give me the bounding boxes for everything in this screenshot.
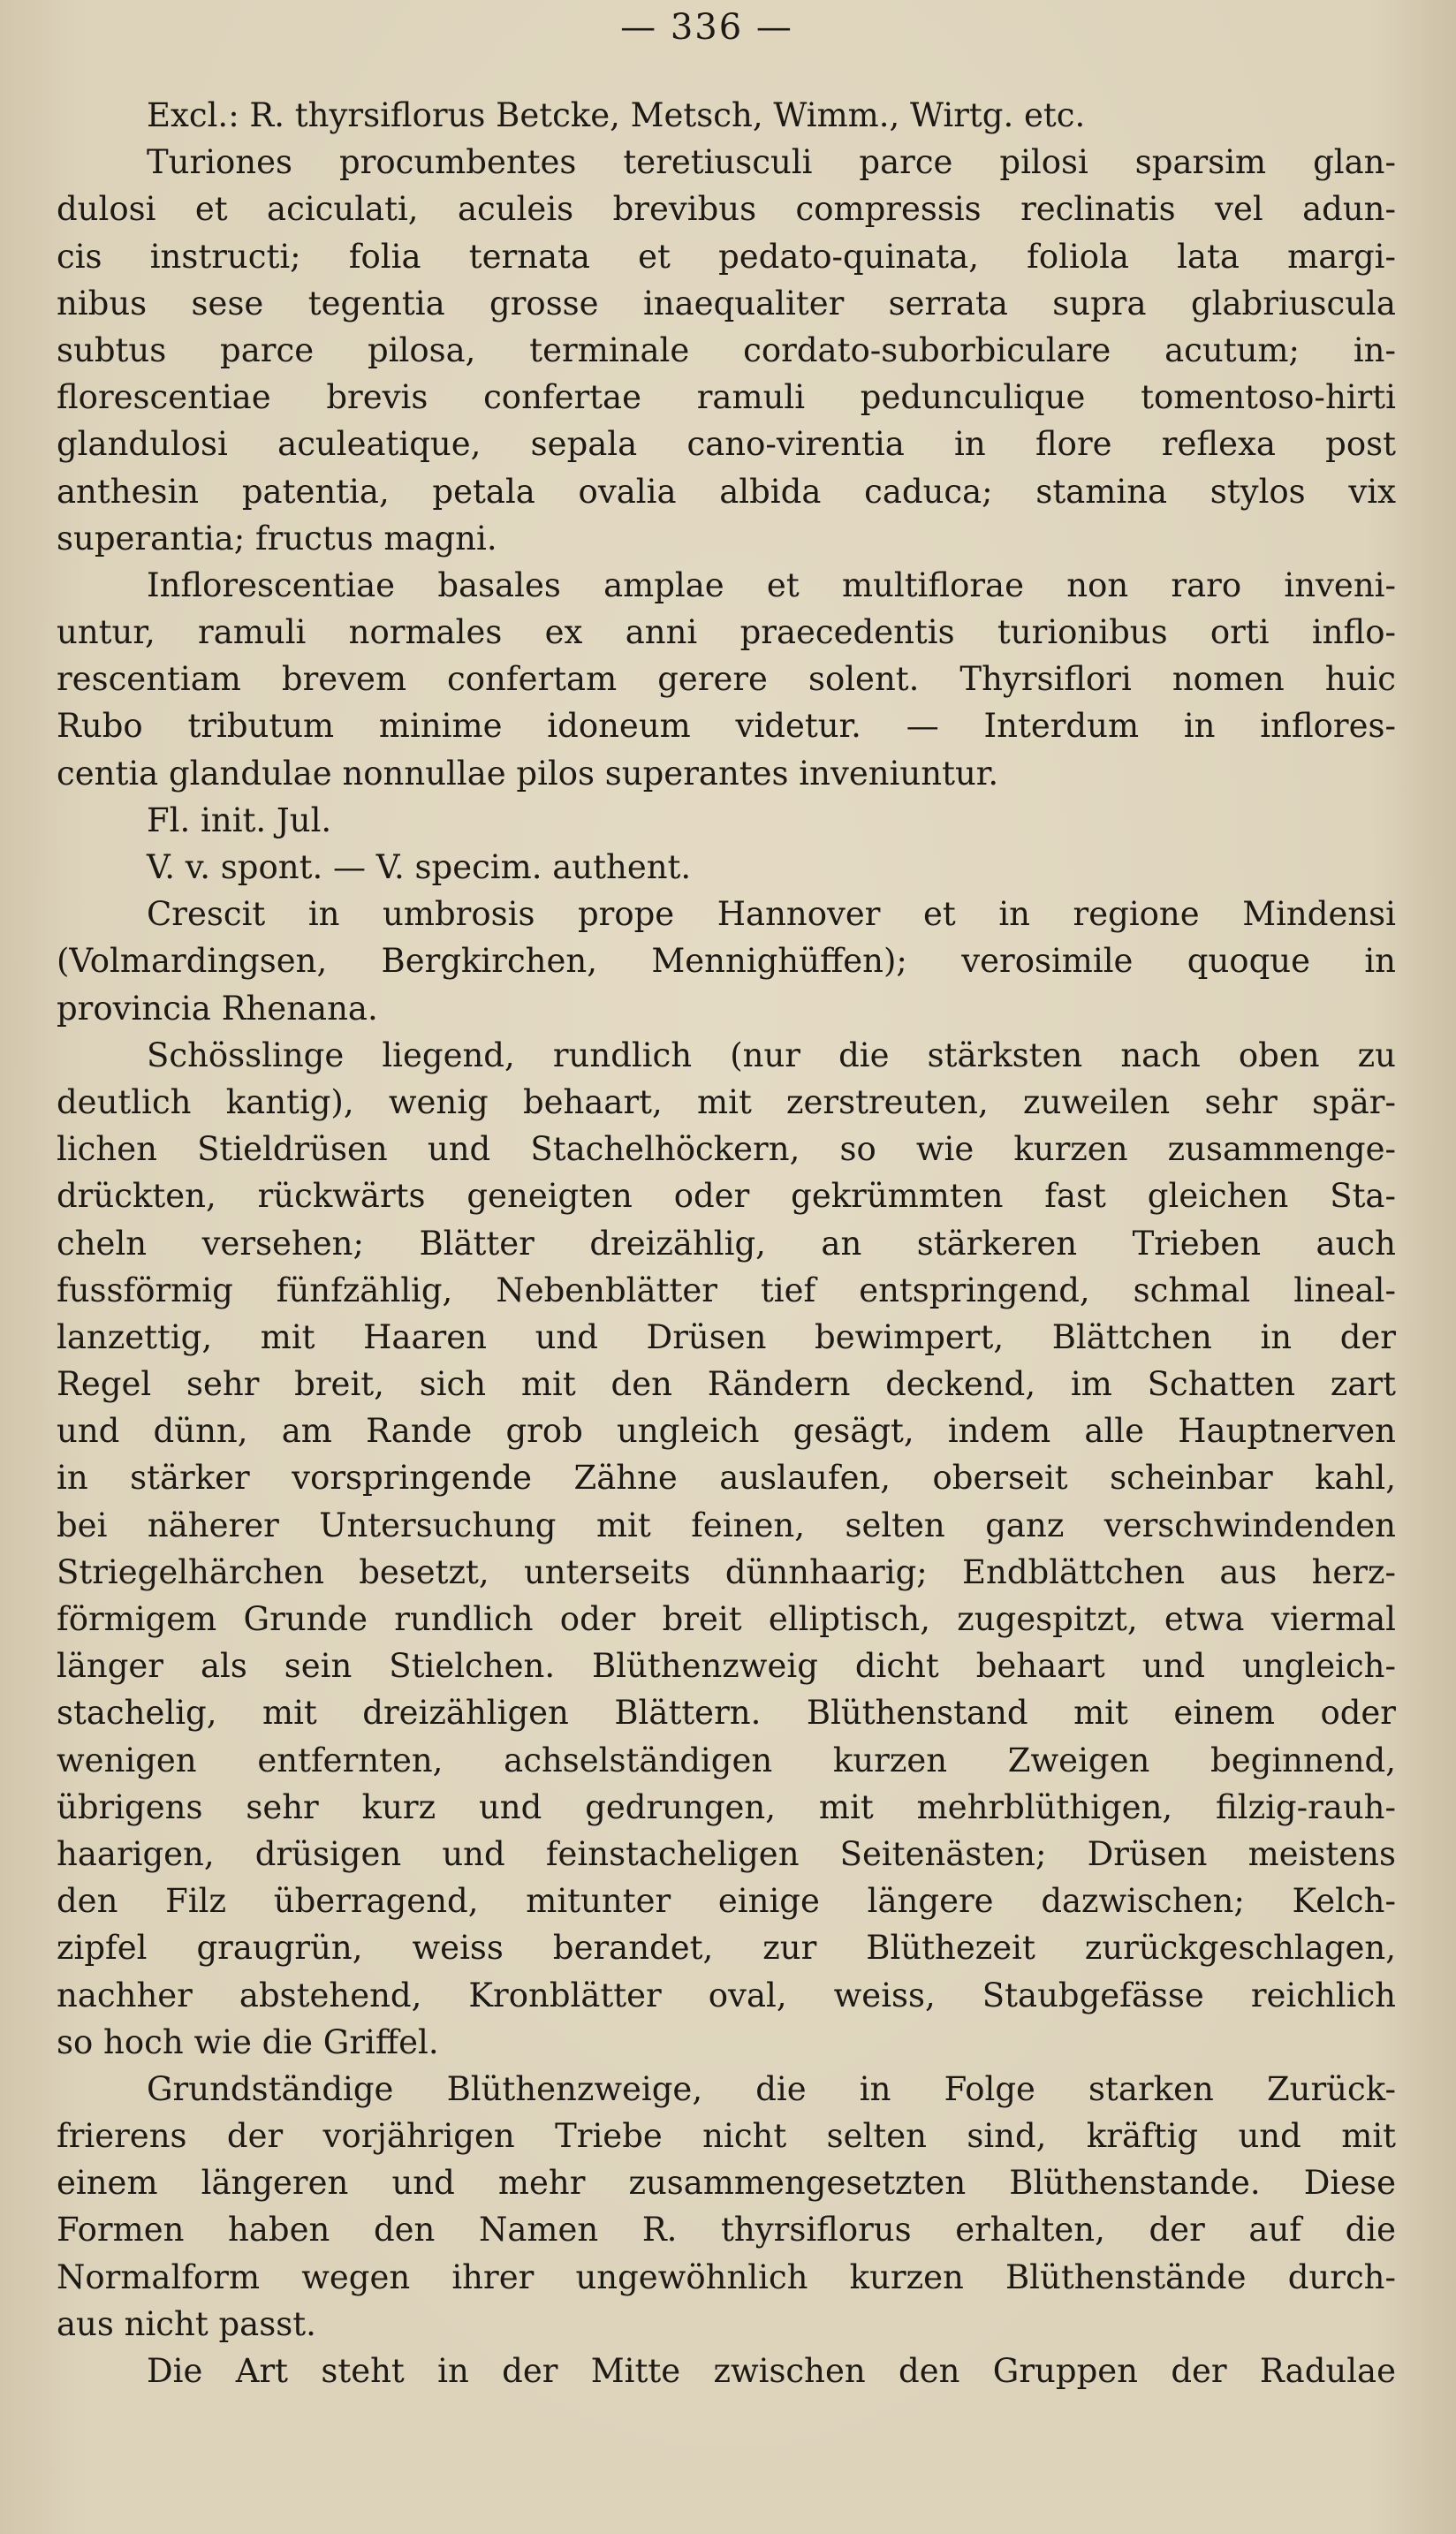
paragraph xyxy=(57,562,1396,797)
text-line: den Filz überragend, mitunter einige längere dazwischen; Kelch- xyxy=(57,1882,1396,1921)
text-line: haarigen, drüsigen und feinstacheligen Seitenästen; Drüsen meistens xyxy=(57,1834,1396,1873)
text-line: wenigen entfernten, achselständigen kurzen Zweigen beginnend, xyxy=(57,1741,1396,1779)
text-line: zipfel graugrün, weiss berandet, zur Blüthezeit zurückgeschlagen, xyxy=(57,1929,1396,1968)
text-line: nachher abstehend, Kronblätter oval, weiss, Staubgefässe reichlich xyxy=(57,1976,1396,2014)
text-line: untur, ramuli normales ex anni praecedentis turionibus orti inflo- xyxy=(57,613,1396,652)
text-line: anthesin patentia, petala ovalia albida caduca; stamina stylos vix xyxy=(57,472,1396,511)
text-line: Inflorescentiae basales amplae et multiflorae non raro inveni- xyxy=(147,565,1396,604)
text-line: Grundständige Blüthenzweige, die in Folge starken Zurück- xyxy=(147,2069,1396,2108)
paragraph xyxy=(57,139,1396,562)
text-line: lichen Stieldrüsen und Stachelhöckern, so wie kurzen zusammenge- xyxy=(57,1130,1396,1169)
text-line: superantia; fructus magni. xyxy=(57,519,497,558)
text-line: glandulosi aculeatique, sepala cano-virentia in flore reflexa post xyxy=(57,425,1396,464)
text-line: Crescit in umbrosis prope Hannover et in regione Mindensi xyxy=(147,895,1396,934)
text-line: dulosi et aciculati, aculeis brevibus compressis reclinatis vel adun- xyxy=(57,190,1396,229)
text-line: provincia Rhenana. xyxy=(57,989,378,1028)
paragraph xyxy=(57,891,1396,1032)
text-line: lanzettig, mit Haaren und Drüsen bewimpert, Blättchen in der xyxy=(57,1317,1396,1356)
text-line: Fl. init. Jul. xyxy=(147,800,332,839)
text-line: bei näherer Untersuchung mit feinen, selten ganz verschwindenden xyxy=(57,1506,1396,1544)
text-line: Rubo tributum minime idoneum videtur. — Interdum in inflores- xyxy=(57,707,1396,746)
paragraph xyxy=(57,92,1396,139)
text-line: Regel sehr breit, sich mit den Rändern deckend, im Schatten zart xyxy=(57,1365,1396,1404)
paragraph xyxy=(57,797,1396,844)
text-line: frierens der vorjährigen Triebe nicht selten sind, kräftig und mit xyxy=(57,2117,1396,2156)
text-line: in stärker vorspringende Zähne auslaufen, oberseit scheinbar kahl, xyxy=(57,1459,1396,1498)
text-line: deutlich kantig), wenig behaart, mit zerstreuten, zuweilen sehr spär- xyxy=(57,1082,1396,1121)
text-line: cheln versehen; Blätter dreizählig, an stärkeren Trieben auch xyxy=(57,1224,1396,1263)
text-line: aus nicht passt. xyxy=(57,2304,316,2343)
text-line: Formen haben den Namen R. thyrsiflorus erhalten, der auf die xyxy=(57,2211,1396,2249)
text-line: rescentiam brevem confertam gerere solent. Thyrsiflori nomen huic xyxy=(57,660,1396,699)
text-line: länger als sein Stielchen. Blüthenzweig dicht behaart und ungleich- xyxy=(57,1647,1396,1686)
text-line: (Volmardingsen, Bergkirchen, Mennighüffen); verosimile quoque in xyxy=(57,942,1396,981)
text-line: fussförmig fünfzählig, Nebenblätter tief entspringend, schmal lineal- xyxy=(57,1271,1396,1309)
text-line: drückten, rückwärts geneigten oder gekrümmten fast gleichen Sta- xyxy=(57,1177,1396,1216)
text-line: so hoch wie die Griffel. xyxy=(57,2022,439,2061)
paragraph xyxy=(57,2066,1396,2348)
text-line: cis instructi; folia ternata et pedato-quinata, foliola lata margi- xyxy=(57,237,1396,276)
paragraph xyxy=(57,2348,1396,2394)
page-number: — 336 — xyxy=(620,7,793,48)
text-line: Die Art steht in der Mitte zwischen den Gruppen der Radulae xyxy=(147,2352,1396,2390)
text-line: und dünn, am Rande grob ungleich gesägt, indem alle Hauptnerven xyxy=(57,1412,1396,1451)
text-line: centia glandulae nonnullae pilos superantes inveniuntur. xyxy=(57,754,999,793)
paragraph xyxy=(57,844,1396,891)
text-line: übrigens sehr kurz und gedrungen, mit mehrblüthigen, filzig-rauh- xyxy=(57,1787,1396,1826)
body-text xyxy=(57,92,1396,2394)
text-line: Striegelhärchen besetzt, unterseits dünnhaarig; Endblättchen aus herz- xyxy=(57,1552,1396,1591)
text-line: Turiones procumbentes teretiusculi parce pilosi sparsim glan- xyxy=(147,143,1396,182)
text-line: nibus sese tegentia grosse inaequaliter serrata supra glabriuscula xyxy=(57,284,1396,322)
text-line: Excl.: R. thyrsiflorus Betcke, Metsch, Wimm., Wirtg. etc. xyxy=(147,96,1086,134)
text-line: förmigem Grunde rundlich oder breit elliptisch, zugespitzt, etwa viermal xyxy=(57,1600,1396,1638)
text-line: florescentiae brevis confertae ramuli pedunculique tomentoso-hirti xyxy=(57,378,1396,417)
text-line: stachelig, mit dreizähligen Blättern. Blüthenstand mit einem oder xyxy=(57,1694,1396,1733)
text-line: V. v. spont. — V. specim. authent. xyxy=(147,848,692,886)
text-line: einem längeren und mehr zusammengesetzten Blüthenstande. Diese xyxy=(57,2164,1396,2203)
text-line: Normalform wegen ihrer ungewöhnlich kurzen Blüthenstände durch- xyxy=(57,2257,1396,2296)
text-line: subtus parce pilosa, terminale cordato-suborbiculare acutum; in- xyxy=(57,330,1396,369)
text-line: Schösslinge liegend, rundlich (nur die stärksten nach oben zu xyxy=(147,1036,1396,1074)
paragraph xyxy=(57,1032,1396,2066)
